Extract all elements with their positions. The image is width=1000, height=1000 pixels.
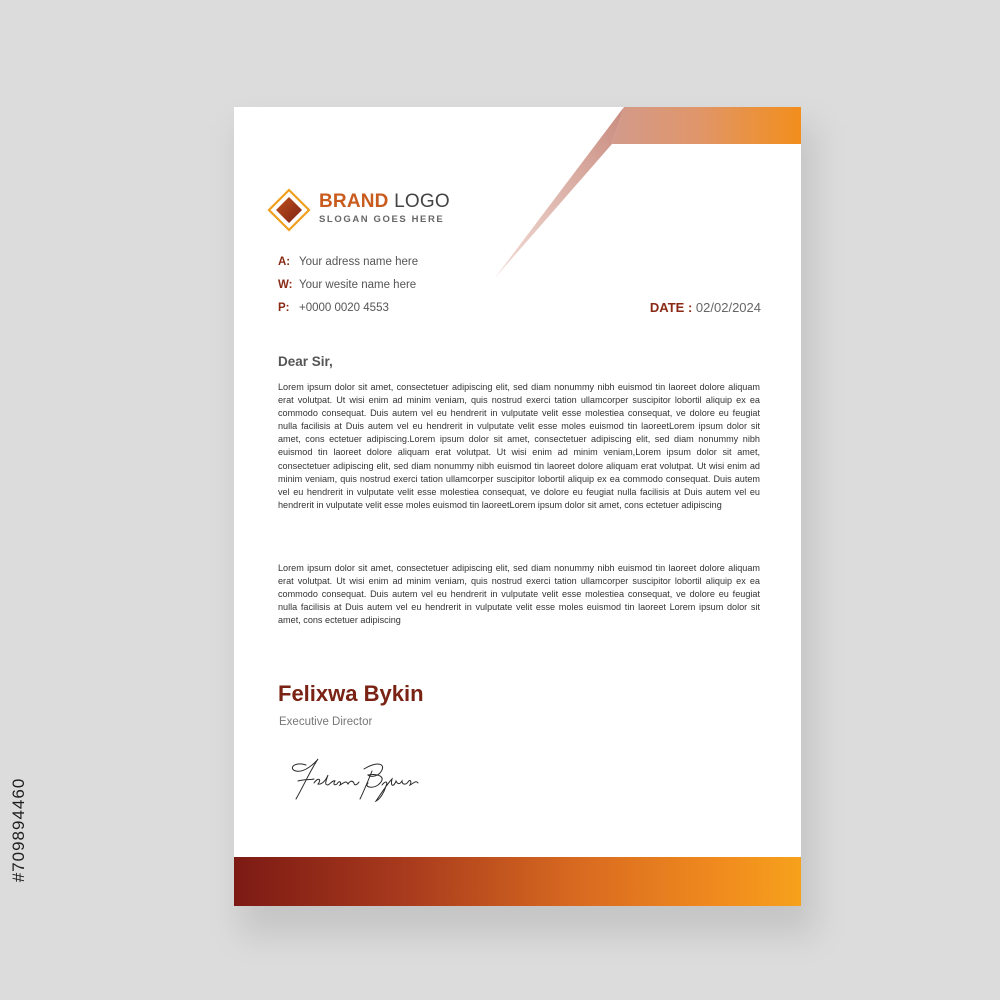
contact-key: A: (278, 255, 291, 268)
salutation: Dear Sir, (278, 354, 333, 369)
contact-value: Your wesite name here (299, 278, 417, 291)
brand-block (319, 192, 450, 225)
date-value: 02/02/2024 (695, 300, 761, 315)
body-paragraph: Lorem ipsum dolor sit amet, consectetuer adipiscing elit, sed diam nonummy nibh euismod tin laoreet dolore aliquam erat volutpat. Ut wisi enim ad minim veniam, quis nostrud exerci tation ullamcorper suscipitor lobortil aliquip ex ea commodo consequat. Duis autem vel eu hendrerit in vulputate velit esse molestiea consequat, ve dolore eu feugiat nulla facilisis at Duis autem vel eu hendrerit in vulputate velit esse moles euismod tin laoreetLorem ipsum dolor sit amet, cons ectetuer adipiscing.Lorem ipsum dolor sit amet, consectetuer adipiscing elit, sed diam nonummy nibh euismod tin laoreet dolore aliquam erat volutpat. Ut wisi enim ad minim veniam,Lorem ipsum dolor sit amet, consectetuer adipiscing elit, sed diam nonummy nibh euismod tin laoreet dolore aliquam erat volutpat. Ut wisi enim ad minim veniam, quis nostrud exerci tation ullamcorper suscipitor lobortil aliquip ex ea commodo consequat. Duis autem vel eu hendrerit in vulputate velit esse molestiea consequat, ve dolore eu feugiat nulla facilisis at Duis autem vel eu hendrerit in vulputate velit esse moles euismod tin laoreetLorem ipsum dolor sit amet, cons ectetuer adipiscing (278, 382, 760, 510)
date-label: DATE : (649, 300, 693, 315)
contact-value: Your adress name here (299, 255, 419, 268)
contact-website (278, 273, 418, 296)
signer-title: Executive Director (279, 716, 373, 728)
stock-id-text: #709894460 (9, 777, 28, 883)
stock-id (4, 730, 34, 930)
letter-date (650, 300, 761, 315)
brand-name-light: LOGO (394, 191, 450, 212)
body-paragraph: Lorem ipsum dolor sit amet, consectetuer adipiscing elit, sed diam nonummy nibh euismod tin laoreet dolore aliquam erat volutpat. Ut wisi enim ad minim veniam, quis nostrud exerci tation ullamcorper suscipitor lobortil aliquip ex ea commodo consequat. Duis autem vel eu hendrerit in vulputate velit esse molestiea consequat, ve dolore eu feugiat nulla facilisis at Duis autem vel eu hendrerit in vulputate velit esse moles euismod tin laoreet Lorem ipsum dolor sit amet, cons ectetuer adipiscing (278, 563, 760, 626)
contact-address (278, 250, 418, 273)
brand-name-bold: BRAND (319, 191, 389, 212)
contact-key: P: (278, 301, 290, 314)
brand-logo-icon (267, 188, 311, 232)
brand-slogan: SLOGAN GOES HERE (319, 214, 445, 225)
footer-band (234, 857, 801, 906)
signature (284, 747, 434, 807)
signer-name: Felixwa Bykin (278, 681, 424, 706)
contact-phone (278, 296, 418, 319)
contact-key: W: (278, 278, 293, 291)
contact-block (278, 250, 418, 319)
letterhead-page (234, 107, 801, 906)
contact-value: +0000 0020 4553 (299, 301, 389, 314)
brand-name (319, 192, 450, 211)
